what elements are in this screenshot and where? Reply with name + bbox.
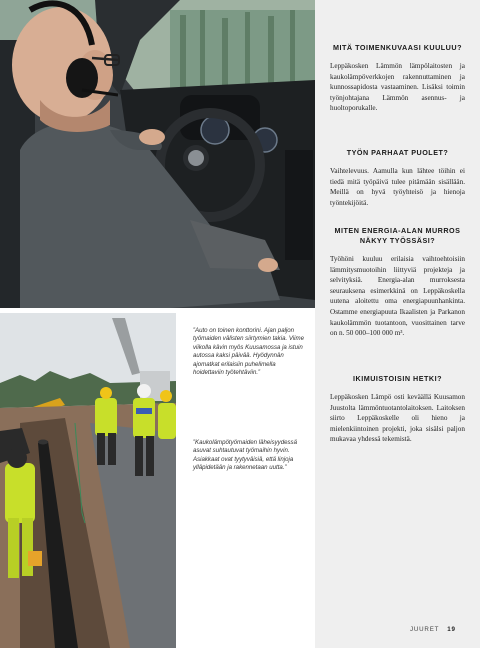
answer-text: Leppäkosken Lämmön lämpölaitosten ja kaukolämpöverkkojen rakennuttaminen ja kunnossapidosta vastaaminen. Lisäksi toimin työnjohtajana Lämmön asennus- ja huoltoporukalle. xyxy=(330,62,465,113)
photo-pipeline-worksite xyxy=(0,313,176,648)
question-heading: MITÄ TOIMENKUVAASI KUULUU? xyxy=(333,43,462,52)
question-heading: TYÖN PARHAAT PUOLET? xyxy=(346,148,449,157)
answer-text: Vaihtelevuus. Aamulla kun lähtee töihin ei tiedä mitä työpäivä tulee pitämään sisällään. Meillä on hyvä työyhteisö ja hienoja työntekijöitä. xyxy=(330,167,465,207)
photo-caption-worksite: ”Kaukolämpötyömaiden läheisyydessä asuvat suhtautuvat työmaihin hyvin. Asiakkaat ovat tyytyväisiä, että linjoja ylläpidetään ja rakennetaan uutta.” xyxy=(193,439,297,472)
page-footer xyxy=(410,626,456,633)
qa-section-energy-transition xyxy=(330,226,465,339)
magazine-name: JUURET xyxy=(410,626,440,633)
qa-section-role xyxy=(330,43,465,114)
page-number: 19 xyxy=(447,626,456,633)
answer-text: Työhöni kuuluu erilaisia vaihtoehtoisiin lämmitysmuotoihin liittyviä projekteja ja selvityksiä. Energia-alan murroksesta seurauksena esimerkkinä on Leppäkoskella uutena aloitettu oma energiapuunhankinta. Ostamme energiapuuta Ikaalisten ja Parkanon kaukolämmön tuotantoon, vuosittainen tarve on n. 50 000–100 000 m³. xyxy=(330,255,465,338)
qa-section-best-parts xyxy=(330,148,465,208)
question-heading: IKIMUISTOISIN HETKI? xyxy=(353,374,442,383)
question-heading: MITEN ENERGIA-ALAN MURROS NÄKYY TYÖSSÄSI? xyxy=(334,226,461,245)
photo-driver-in-car xyxy=(0,0,315,308)
answer-text: Leppäkosken Lämpö osti keväällä Kuusamon Juustolta lämmöntuotantolaitoksen. Laitoksen siirto Leppäkoskelle oli hieno ja mielenkiintoinen projekti, joka sisälsi paljon mukavaa yhdessä tekemistä. xyxy=(330,393,465,444)
qa-section-memorable-moment xyxy=(330,374,465,445)
photo-caption-driver: ”Auto on toinen konttorini. Ajan paljon työmaiden välisten siirtymien takia. Viime viikolla kävin myös Kuusamossa ja istuin autossa kaksi päivää. Hyödynnän ajomatkat erilaisiin puhelimella hoidettaviin työtehtäviin.” xyxy=(193,327,304,377)
